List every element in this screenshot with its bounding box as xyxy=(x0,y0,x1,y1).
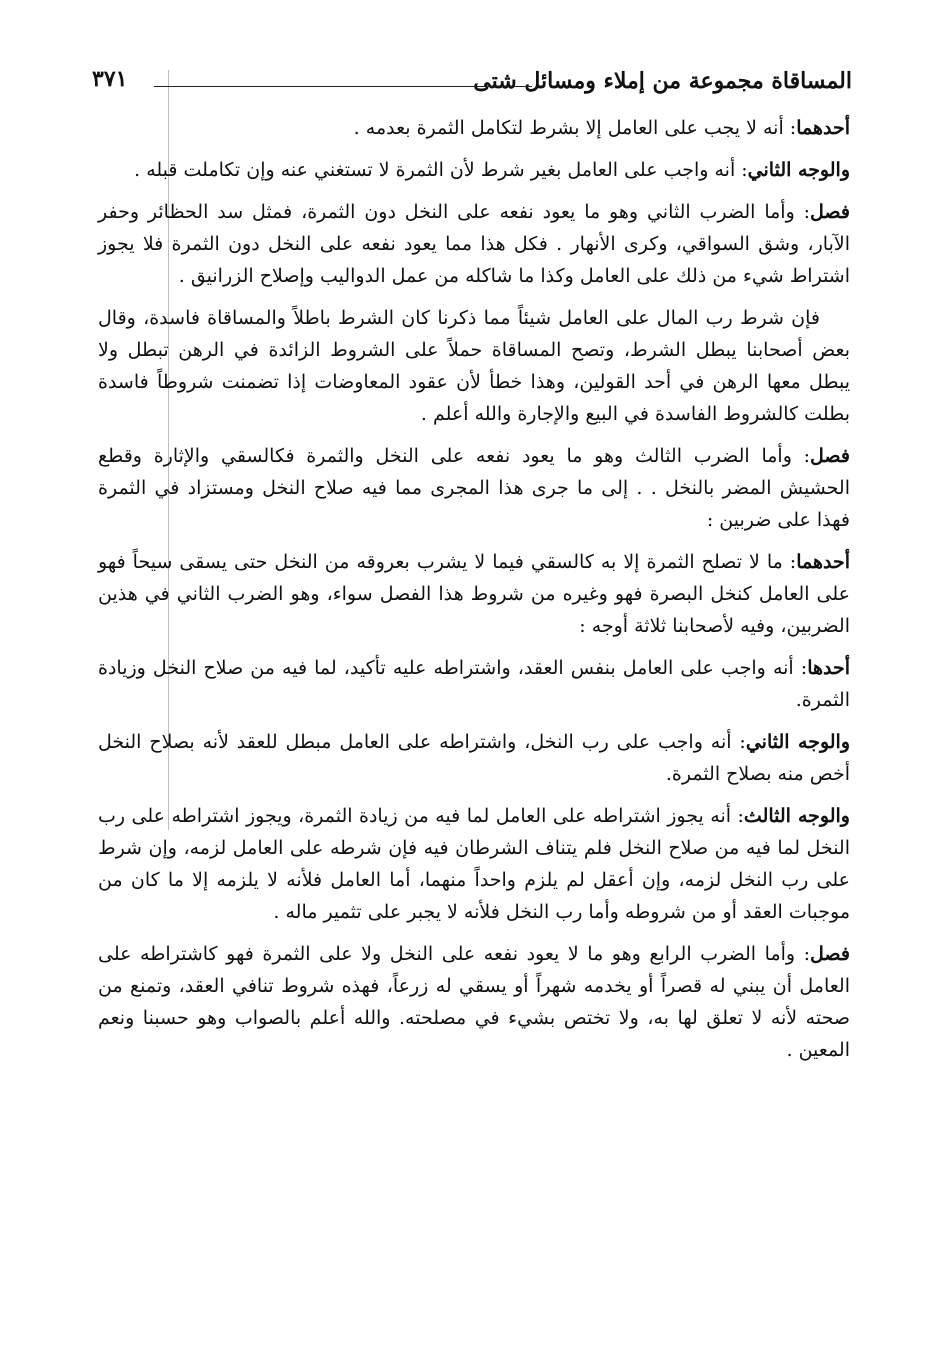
paragraph-text: : وأما الضرب الثالث وهو ما يعود نفعه على النخل والثمرة فكالسقي والإثارة وقطع الحشيش المضر بالنخل . . إلى ما جرى هذا المجرى مما فيه صلاح النخل ومستزاد في الثمرة فهذا على ضربين : xyxy=(98,445,850,531)
paragraph xyxy=(98,112,850,144)
paragraph-text: : أنه واجب على رب النخل، واشتراطه على العامل مبطل للعقد لأنه بصلاح النخل أخص منه بصلاح الثمرة. xyxy=(98,731,850,785)
paragraph-label: والوجه الثالث xyxy=(743,805,850,827)
paragraph-text: فإن شرط رب المال على العامل شيئاً مما ذكرنا كان الشرط باطلاً والمساقاة فاسدة، وقال بعض أصحابنا يبطل الشرط، وتصح المساقاة حملاً على الشروط الزائدة في الرهن تبطل ولا يبطل معها الرهن في أحد القولين، وهذا خطأ لأن عقود المعاوضات إذا تضمنت شروطاً فاسدة بطلت كالشروط الفاسدة في البيع والإجارة والله أعلم . xyxy=(98,307,850,425)
paragraph xyxy=(98,546,850,642)
paragraph xyxy=(98,938,850,1066)
paragraph-text: : ما لا تصلح الثمرة إلا به كالسقي فيما لا يشرب بعروقه من النخل حتى يسقى سيحاً فهو على العامل كنخل البصرة فهو وغيره من شروط هذا الفصل سواء، وهو الضرب الثاني في هذين الضربين، وفيه لأصحابنا ثلاثة أوجه : xyxy=(98,551,850,637)
page-number: ٣٧١ xyxy=(92,66,128,92)
paragraph-text: : وأما الضرب الرابع وهو ما لا يعود نفعه على النخل ولا على الثمرة فهو كاشتراطه على العامل أن يبني له قصراً أو يخدمه شهراً أو يسقي له زرعاً، فهذه شروط تنافي العقد، وتمنع من صحته لأنه لا تعلق لها به، ولا تختص بشيء في مصلحته. والله أعلم بالصواب وهو حسبنا ونعم المعين . xyxy=(98,943,850,1061)
paragraph xyxy=(98,440,850,536)
paragraph-text: : أنه واجب على العامل بغير شرط لأن الثمرة لا تستغني عنه وإن تكاملت قبله . xyxy=(134,159,748,181)
paragraph xyxy=(98,800,850,928)
paragraph xyxy=(98,726,850,790)
paragraph-label: فصل xyxy=(810,201,850,223)
paragraph xyxy=(98,302,850,430)
paragraph-label: والوجه الثاني xyxy=(745,731,851,753)
paragraph-label: فصل xyxy=(810,445,850,467)
header-rule xyxy=(154,86,532,87)
paragraph-label: أحدها xyxy=(807,657,850,679)
paragraph-label: أحدهما xyxy=(796,551,850,573)
paragraph xyxy=(98,154,850,186)
paragraph-text: : وأما الضرب الثاني وهو ما يعود نفعه على النخل دون الثمرة، فمثل سد الحظائر وحفر الآبار، وشق السواقي، وكرى الأنهار . فكل هذا مما يعود نفعه على النخل دون الثمرة فلا يجوز اشتراط شيء من ذلك على العامل وكذا ما شاكله من عمل الدواليب وإصلاح الزرانيق . xyxy=(98,201,850,287)
paragraph-label: أحدهما xyxy=(796,117,850,139)
paragraph-text: : أنه يجوز اشتراطه على العامل لما فيه من زيادة الثمرة، ويجوز اشتراطه على رب النخل لما فيه من صلاح النخل فلم يتناف الشرطان فيه فإن شرطه على العامل لزمه، وإن شرط على رب النخل لزمه، وإن أعقل لم يلزم واحداً منهما، أما العامل فلأنه لا يلزمه إلا ما كان من موجبات العقد أو من شروطه وأما رب النخل فلأنه لا يجبر على تثمير ماله . xyxy=(98,805,850,923)
paragraph-label: والوجه الثاني xyxy=(747,159,850,181)
header-title: المساقاة مجموعة من إملاء ومسائل شتى xyxy=(473,68,852,94)
paragraph-text: : أنه لا يجب على العامل إلا بشرط لتكامل الثمرة بعدمه . xyxy=(353,117,797,139)
paragraph xyxy=(98,196,850,292)
page-body xyxy=(98,112,850,1076)
running-header xyxy=(92,64,852,100)
paragraph xyxy=(98,652,850,716)
paragraph-label: فصل xyxy=(810,943,850,965)
paragraph-text: : أنه واجب على العامل بنفس العقد، واشتراطه عليه تأكيد، لما فيه من صلاح النخل وزيادة الثمرة. xyxy=(98,657,850,711)
